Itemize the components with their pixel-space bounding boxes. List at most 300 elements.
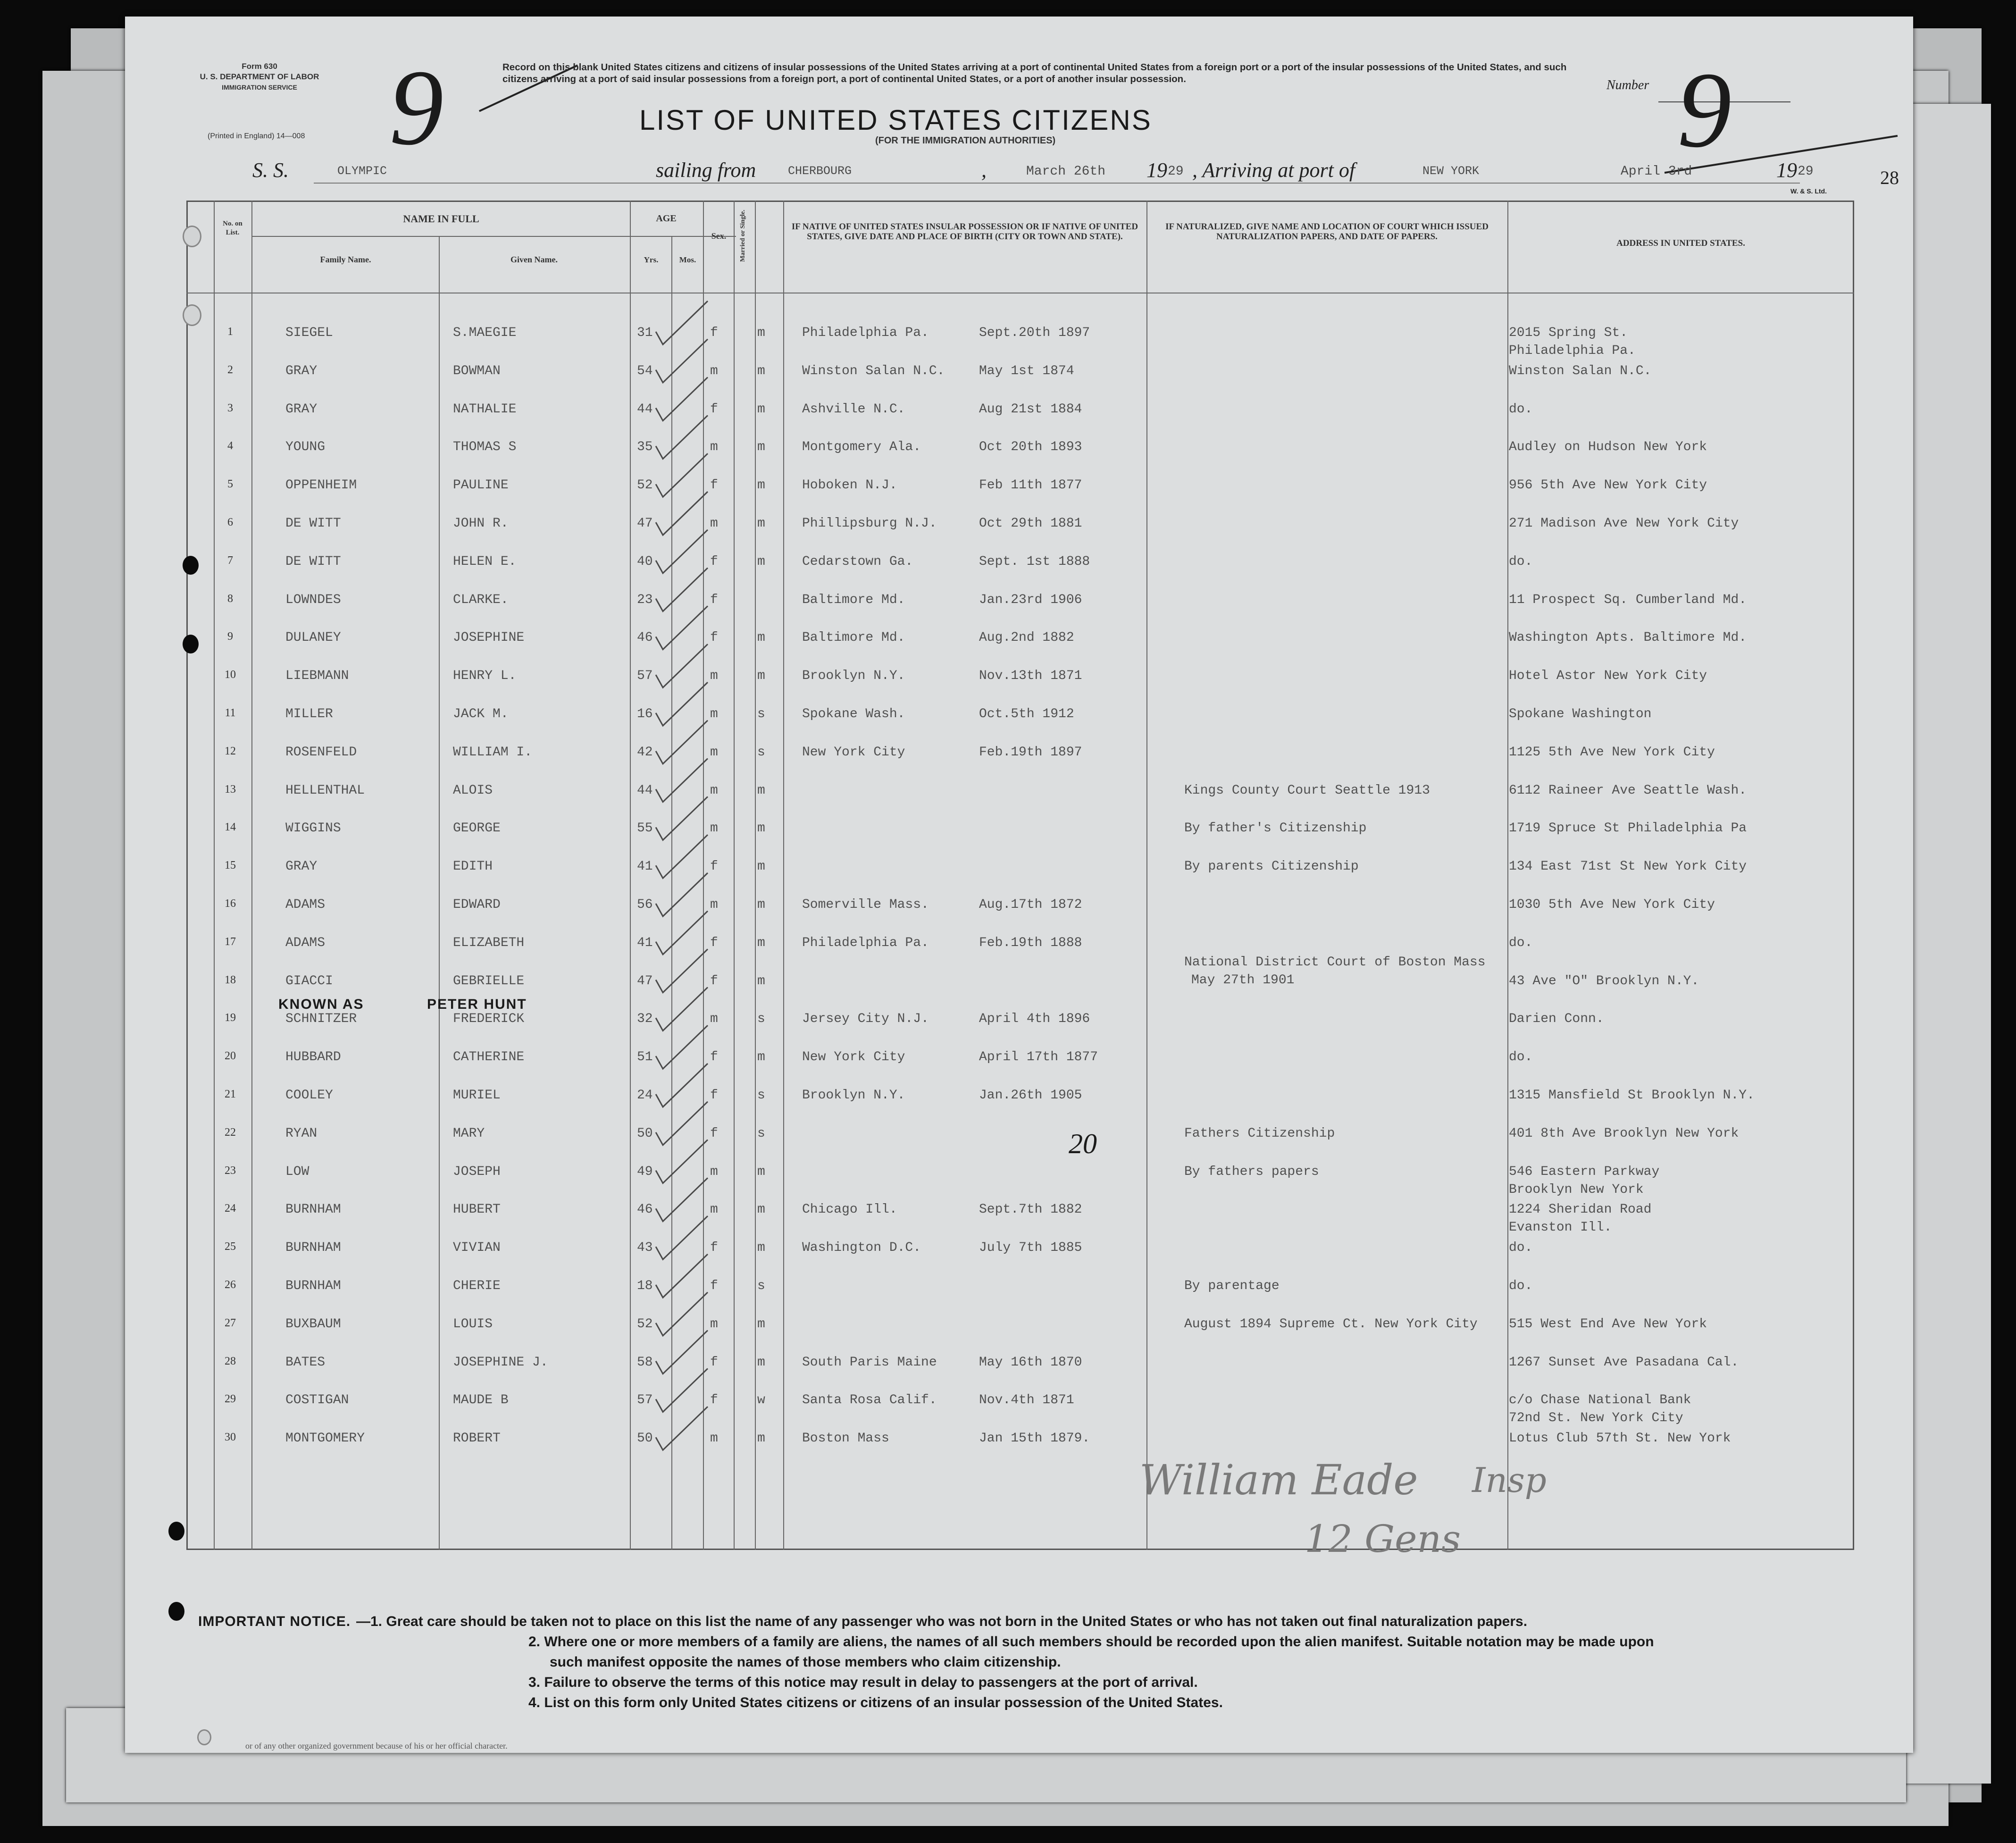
cell-place: New York City: [802, 1050, 905, 1065]
cell-addr: 1315 Mansfield St Brooklyn N.Y.: [1509, 1088, 1755, 1103]
cell-date: Jan.26th 1905: [979, 1088, 1082, 1103]
cell-addr: 1224 Sheridan Road: [1509, 1202, 1652, 1217]
cell-family: ADAMS: [285, 897, 326, 912]
cell-nat: National District Court of Boston Mass: [1184, 955, 1486, 970]
cell-date: Sept.20th 1897: [979, 326, 1090, 340]
cell-age: 46: [637, 1202, 653, 1217]
cell-sex: f: [710, 1088, 718, 1103]
arriving-label: , Arriving at port of: [1192, 159, 1355, 182]
cell-addr: Washington Apts. Baltimore Md.: [1509, 630, 1747, 645]
cell-family: GRAY: [285, 402, 318, 417]
punch-hole: [168, 1522, 184, 1541]
cell-date: Jan 15th 1879.: [979, 1431, 1090, 1446]
cell-sex: m: [710, 1202, 718, 1217]
cell-place: Jersey City N.J.: [802, 1012, 929, 1027]
cell-date: Feb.19th 1897: [979, 745, 1082, 760]
cell-date: Sept. 1st 1888: [979, 554, 1090, 569]
departure-port: CHERBOURG: [788, 164, 852, 178]
cell-place: Boston Mass: [802, 1431, 889, 1446]
cell-ms: m: [757, 1240, 765, 1256]
cell-ms: m: [757, 935, 765, 950]
cell-ms: s: [757, 1279, 765, 1293]
cell-ms: m: [757, 859, 765, 874]
cell-sex: m: [710, 1012, 718, 1027]
cell-ms: m: [757, 897, 765, 912]
number-label: Number: [1606, 78, 1649, 92]
cell-age: 50: [637, 1126, 653, 1141]
cell-date: April 17th 1877: [979, 1050, 1098, 1065]
cell-date: Aug.2nd 1882: [979, 630, 1074, 645]
cell-given: CLARKE.: [453, 592, 509, 607]
cell-sex: f: [710, 554, 718, 569]
cell-ms: m: [757, 973, 765, 989]
cell-ms: m: [757, 630, 765, 645]
cell-sex: f: [710, 592, 718, 607]
cell-sex: f: [710, 1279, 718, 1293]
page-title: LIST OF UNITED STATES CITIZENS: [639, 104, 1152, 136]
cell-date: Nov.13th 1871: [979, 669, 1082, 684]
cell-date: Oct 29th 1881: [979, 516, 1082, 531]
cell-given: MURIEL: [453, 1088, 501, 1103]
cell-place: Hoboken N.J.: [802, 478, 897, 493]
cell-place: Ashville N.C.: [802, 402, 905, 417]
column-rule: [1146, 201, 1147, 1550]
cell-sex: f: [710, 973, 718, 989]
cell-place: Philadelphia Pa.: [802, 935, 929, 950]
cell-given: EDITH: [453, 859, 493, 874]
cell-place: Cedarstown Ga.: [802, 554, 913, 569]
notice-item-2b: such manifest opposite the names of those members who claim citizenship.: [550, 1654, 1061, 1670]
cell-given: EDWARD: [453, 897, 501, 912]
header-yrs: Yrs.: [644, 255, 659, 264]
cell-family: LOWNDES: [285, 592, 341, 607]
cell-no: 5: [227, 478, 233, 491]
cell-sex: f: [710, 402, 718, 417]
cell-age: 41: [637, 935, 653, 950]
cell-given: HELEN E.: [453, 554, 517, 569]
cell-no: 30: [225, 1431, 236, 1444]
cell-date: Jan.23rd 1906: [979, 592, 1082, 607]
notice-item-2: 2. Where one or more members of a family are aliens, the names of all such members should be recorded upon the alien manifest. Suitable notation may be made upon: [528, 1634, 1654, 1650]
cell-addr: do.: [1509, 1279, 1533, 1293]
cell-ms: m: [757, 478, 765, 493]
record-instructions: Record on this blank United States citizens and citizens of insular possessions of the United States arriving at a port of continental United States from a foreign port or a port of the insular possessions of the United States, and such citizens arriving at a port of said insular possessions from a foreign port, a port of continental United States, or a port of another insular possession.: [502, 62, 1567, 84]
form-info: [198, 61, 321, 92]
cell-family: BURNHAM: [285, 1202, 341, 1217]
column-rule: [214, 201, 215, 1550]
cell-family: COSTIGAN: [285, 1393, 349, 1408]
cell-sex: m: [710, 516, 718, 531]
cell-sex: m: [710, 669, 718, 684]
handwritten-list-number: 9: [389, 47, 443, 168]
cell-place: Baltimore Md.: [802, 592, 905, 607]
cell-family: OPPENHEIM: [285, 478, 357, 493]
cell-addr: 1267 Sunset Ave Pasadana Cal.: [1509, 1355, 1739, 1370]
cell-given: JOSEPHINE J.: [453, 1355, 548, 1370]
cell-addr: 1030 5th Ave New York City: [1509, 897, 1715, 912]
cell-date: Oct.5th 1912: [979, 707, 1074, 721]
cell-sex: f: [710, 1050, 718, 1065]
cell-given: MAUDE B: [453, 1393, 509, 1408]
notice-lead: IMPORTANT NOTICE.: [198, 1614, 351, 1629]
cell-no: 7: [227, 554, 233, 567]
cell-addr: 1125 5th Ave New York City: [1509, 745, 1715, 760]
cell-no: 17: [225, 935, 236, 948]
cell-given: GEORGE: [453, 821, 501, 836]
cell-addr-line2: Evanston Ill.: [1509, 1220, 1612, 1235]
punch-hole: [183, 304, 201, 326]
cell-family: LIEBMANN: [285, 669, 349, 684]
cell-family: GRAY: [285, 859, 318, 874]
column-rule: [630, 201, 631, 1550]
cell-age: 47: [637, 516, 653, 531]
printer-mark: W. & S. Ltd.: [1790, 187, 1827, 195]
cell-ms: m: [757, 1316, 765, 1332]
header-birth: IF NATIVE OF UNITED STATES INSULAR POSSESSION OR IF NATIVE OF UNITED STATES, GIVE DATE AND PLACE OF BIRTH (CITY OR TOWN AND STATE).: [791, 222, 1138, 242]
cell-no: 24: [225, 1202, 236, 1215]
cell-family: ROSENFELD: [285, 745, 357, 760]
cell-ms: m: [757, 1355, 765, 1370]
cell-given: MARY: [453, 1126, 485, 1141]
cell-age: 16: [637, 707, 653, 721]
inspector-note: 12 Gens: [1305, 1517, 1461, 1561]
cell-age: 31: [637, 326, 653, 340]
column-rule: [755, 201, 756, 1550]
cell-date: Feb.19th 1888: [979, 935, 1082, 950]
cell-place: New York City: [802, 745, 905, 760]
cell-ms: m: [757, 1164, 765, 1179]
cell-given: THOMAS S: [453, 440, 517, 455]
arrival-year: 29: [1798, 164, 1814, 179]
cell-no: 14: [225, 821, 236, 834]
cell-family: YOUNG: [285, 440, 326, 455]
cell-date: May 1st 1874: [979, 363, 1074, 378]
cell-age: 52: [637, 1316, 653, 1332]
cell-sex: f: [710, 478, 718, 493]
cell-sex: f: [710, 630, 718, 645]
cell-age: 35: [637, 440, 653, 455]
header-given: Given Name.: [510, 255, 558, 264]
cell-addr: do.: [1509, 402, 1533, 417]
cell-sex: m: [710, 783, 718, 798]
cell-no: 21: [225, 1088, 236, 1100]
arrival-port: NEW YORK: [1422, 164, 1480, 178]
cell-ms: s: [757, 1088, 765, 1103]
cell-ms: m: [757, 669, 765, 684]
cell-age: 32: [637, 1012, 653, 1027]
manifest-page: [125, 17, 1913, 1753]
sail-year: 29: [1168, 164, 1184, 179]
column-rule: [703, 201, 704, 1550]
cell-no: 20: [225, 1050, 236, 1063]
cell-no: 22: [225, 1126, 236, 1139]
cell-given: BOWMAN: [453, 363, 501, 378]
cell-sex: m: [710, 363, 718, 378]
cell-addr: 956 5th Ave New York City: [1509, 478, 1707, 493]
ship-name: OLYMPIC: [337, 164, 387, 178]
cell-age: 44: [637, 402, 653, 417]
header-rule: [251, 236, 736, 237]
cell-family: ADAMS: [285, 935, 326, 950]
cell-no: 18: [225, 973, 236, 986]
cell-age: 51: [637, 1050, 653, 1065]
cell-age: 52: [637, 478, 653, 493]
column-rule: [1507, 201, 1508, 1550]
cell-nat: Fathers Citizenship: [1184, 1126, 1335, 1141]
cell-given: CATHERINE: [453, 1050, 525, 1065]
cell-date: Feb 11th 1877: [979, 478, 1082, 493]
cell-place: Philadelphia Pa.: [802, 326, 929, 340]
cell-given: GEBRIELLE: [453, 973, 525, 989]
cell-ms: s: [757, 707, 765, 721]
column-rule: [734, 201, 735, 1550]
notice-item-4: 4. List on this form only United States citizens or citizens of an insular possession of the United States.: [528, 1695, 1223, 1710]
cell-given: NATHALIE: [453, 402, 517, 417]
cell-age: 54: [637, 363, 653, 378]
cell-addr: Hotel Astor New York City: [1509, 669, 1707, 684]
cell-ms: m: [757, 554, 765, 569]
cell-addr: 6112 Raineer Ave Seattle Wash.: [1509, 783, 1747, 798]
cell-family: GRAY: [285, 363, 318, 378]
inspector-signature: William Eade: [1139, 1456, 1418, 1504]
cell-no: 27: [225, 1316, 236, 1329]
cell-family: MONTGOMERY: [285, 1431, 365, 1446]
cell-date: April 4th 1896: [979, 1012, 1090, 1027]
cell-sex: f: [710, 935, 718, 950]
cell-no: 26: [225, 1279, 236, 1291]
cell-ms: m: [757, 516, 765, 531]
cell-addr: do.: [1509, 554, 1533, 569]
cell-nat: By father's Citizenship: [1184, 821, 1367, 836]
sail-date: March 26th: [1026, 164, 1106, 179]
cell-ms: s: [757, 1126, 765, 1141]
bottom-fragment-text: or of any other organized government because of his or her official character.: [245, 1741, 508, 1751]
cell-family: GIACCI: [285, 973, 333, 989]
cell-place: Winston Salan N.C.: [802, 363, 945, 378]
cell-addr: 271 Madison Ave New York City: [1509, 516, 1739, 531]
cell-date: Aug 21st 1884: [979, 402, 1082, 417]
arrival-year-prefix: 19: [1776, 159, 1797, 182]
punch-hole: [183, 635, 199, 653]
cell-sex: f: [710, 1355, 718, 1370]
cell-place: Brooklyn N.Y.: [802, 1088, 905, 1103]
cell-family: SCHNITZER: [285, 1012, 357, 1027]
cell-addr: c/o Chase National Bank: [1509, 1393, 1691, 1408]
cell-ms: w: [757, 1393, 765, 1408]
cell-age: 44: [637, 783, 653, 798]
cell-given: FREDERICK: [453, 1012, 525, 1027]
cell-addr-line2: Philadelphia Pa.: [1509, 343, 1636, 358]
cell-ms: m: [757, 326, 765, 340]
cell-family: BUXBAUM: [285, 1316, 341, 1332]
cell-family: MILLER: [285, 707, 333, 721]
cell-ms: m: [757, 440, 765, 455]
cell-no: 6: [227, 516, 233, 528]
cell-age: 56: [637, 897, 653, 912]
known-as-name: PETER HUNT: [427, 997, 527, 1012]
cell-addr-line2: 72nd St. New York City: [1509, 1411, 1683, 1426]
punch-hole: [183, 226, 201, 247]
cell-given: JOSEPH: [453, 1164, 501, 1179]
notice-item-1: —1. Great care should be taken not to place on this list the name of any passenger who was not born in the United States or who has not taken out final naturalization papers.: [356, 1614, 1528, 1629]
punch-hole: [197, 1729, 211, 1745]
separator-comma: ,: [981, 159, 987, 182]
cell-addr: 11 Prospect Sq. Cumberland Md.: [1509, 592, 1747, 607]
cell-place: Brooklyn N.Y.: [802, 669, 905, 684]
cell-given: JOHN R.: [453, 516, 509, 531]
cell-sex: m: [710, 1316, 718, 1332]
cell-place: Montgomery Ala.: [802, 440, 921, 455]
cell-age: 41: [637, 859, 653, 874]
cell-sex: m: [710, 745, 718, 760]
cell-sex: m: [710, 440, 718, 455]
cell-ms: m: [757, 783, 765, 798]
cell-nat: By parents Citizenship: [1184, 859, 1359, 874]
header-sex: Sex.: [711, 231, 727, 241]
cell-sex: f: [710, 859, 718, 874]
cell-date: Sept.7th 1882: [979, 1202, 1082, 1217]
cell-addr: do.: [1509, 935, 1533, 950]
cell-sex: f: [710, 326, 718, 340]
cell-place: Baltimore Md.: [802, 630, 905, 645]
cell-date: July 7th 1885: [979, 1240, 1082, 1256]
cell-no: 2: [227, 363, 233, 376]
cell-age: 24: [637, 1088, 653, 1103]
cell-no: 15: [225, 859, 236, 872]
cell-addr: Darien Conn.: [1509, 1012, 1604, 1027]
cell-no: 16: [225, 897, 236, 910]
page-number: 28: [1880, 167, 1899, 188]
form-number: Form 630: [242, 62, 277, 71]
cell-no: 23: [225, 1164, 236, 1177]
cell-addr: 2015 Spring St.: [1509, 326, 1628, 340]
cell-no: 11: [225, 707, 236, 719]
cell-addr: 134 East 71st St New York City: [1509, 859, 1747, 874]
cell-family: HELLENTHAL: [285, 783, 365, 798]
punch-hole: [183, 556, 199, 575]
cell-addr: Lotus Club 57th St. New York: [1509, 1431, 1731, 1446]
cell-date: Oct 20th 1893: [979, 440, 1082, 455]
column-rule: [783, 201, 784, 1550]
cell-no: 19: [225, 1012, 236, 1024]
cell-no: 12: [225, 745, 236, 757]
cell-ms: m: [757, 363, 765, 378]
cell-given: ROBERT: [453, 1431, 501, 1446]
cell-age: 57: [637, 1393, 653, 1408]
punch-hole: [168, 1602, 184, 1621]
cell-no: 29: [225, 1393, 236, 1406]
cell-given: ELIZABETH: [453, 935, 525, 950]
column-rule: [251, 201, 252, 1550]
header-name: NAME IN FULL: [403, 213, 479, 225]
cell-addr: 1719 Spruce St Philadelphia Pa: [1509, 821, 1747, 836]
cell-given: JACK M.: [453, 707, 509, 721]
cell-age: 18: [637, 1279, 653, 1293]
cell-date: Nov.4th 1871: [979, 1393, 1074, 1408]
cell-no: 1: [227, 326, 233, 338]
voyage-line-underline: [314, 183, 1800, 184]
year-prefix: 19: [1146, 159, 1167, 182]
cell-family: HUBBARD: [285, 1050, 341, 1065]
cell-family: RYAN: [285, 1126, 318, 1141]
cell-addr: Spokane Washington: [1509, 707, 1652, 721]
cell-age: 47: [637, 973, 653, 989]
printed-note: (Printed in England) 14—008: [208, 132, 305, 140]
cell-family: BURNHAM: [285, 1279, 341, 1293]
cell-given: VIVIAN: [453, 1240, 501, 1256]
column-rule: [439, 236, 440, 1550]
cell-age: 58: [637, 1355, 653, 1370]
cell-place: Spokane Wash.: [802, 707, 905, 721]
cell-age: 43: [637, 1240, 653, 1256]
cell-sex: m: [710, 897, 718, 912]
cell-sex: m: [710, 1431, 718, 1446]
cell-given: PAULINE: [453, 478, 509, 493]
column-rule: [671, 236, 672, 1550]
cell-place: Santa Rosa Calif.: [802, 1393, 937, 1408]
cell-given: HUBERT: [453, 1202, 501, 1217]
cell-age: 50: [637, 1431, 653, 1446]
cell-age: 23: [637, 592, 653, 607]
cell-addr: 515 West End Ave New York: [1509, 1316, 1707, 1332]
notice-item-3: 3. Failure to observe the terms of this notice may result in delay to passengers at the port of arrival.: [528, 1675, 1198, 1690]
cell-family: COOLEY: [285, 1088, 333, 1103]
inspector-title: Insp: [1472, 1460, 1547, 1500]
cell-no: 4: [227, 440, 233, 452]
cell-family: DULANEY: [285, 630, 341, 645]
cell-date: Aug.17th 1872: [979, 897, 1082, 912]
cell-date: May 16th 1870: [979, 1355, 1082, 1370]
cell-age: 46: [637, 630, 653, 645]
cell-age: 57: [637, 669, 653, 684]
cell-given: LOUIS: [453, 1316, 493, 1332]
cell-given: JOSEPHINE: [453, 630, 525, 645]
cell-given: WILLIAM I.: [453, 745, 533, 760]
arrival-date: April 3rd: [1621, 164, 1692, 179]
cell-ms: s: [757, 1012, 765, 1027]
cell-addr: Audley on Hudson New York: [1509, 440, 1707, 455]
header-married: Married or Single.: [739, 209, 746, 262]
cell-family: BATES: [285, 1355, 326, 1370]
cell-sex: f: [710, 1126, 718, 1141]
margin-number: 20: [1069, 1128, 1097, 1159]
department: U. S. DEPARTMENT OF LABOR: [200, 72, 319, 81]
cell-given: HENRY L.: [453, 669, 517, 684]
cell-ms: s: [757, 745, 765, 760]
cell-sex: f: [710, 1393, 718, 1408]
cell-place: Chicago Ill.: [802, 1202, 897, 1217]
cell-ms: m: [757, 1202, 765, 1217]
cell-addr: 546 Eastern Parkway: [1509, 1164, 1660, 1179]
handwritten-number: 9: [1677, 50, 1732, 170]
cell-no: 3: [227, 402, 233, 414]
cell-place: Somerville Mass.: [802, 897, 929, 912]
service: IMMIGRATION SERVICE: [222, 84, 297, 91]
cell-age: 42: [637, 745, 653, 760]
cell-family: BURNHAM: [285, 1240, 341, 1256]
cell-nat: August 1894 Supreme Ct. New York City: [1184, 1316, 1478, 1332]
cell-addr: 401 8th Ave Brooklyn New York: [1509, 1126, 1739, 1141]
cell-given: CHERIE: [453, 1279, 501, 1293]
page-subtitle: (FOR THE IMMIGRATION AUTHORITIES): [875, 135, 1056, 146]
cell-place: Phillipsburg N.J.: [802, 516, 937, 531]
cell-family: DE WITT: [285, 516, 341, 531]
cell-ms: m: [757, 1431, 765, 1446]
cell-no: 13: [225, 783, 236, 796]
cell-age: 40: [637, 554, 653, 569]
cell-given: ALOIS: [453, 783, 493, 798]
header-mos: Mos.: [679, 255, 696, 264]
